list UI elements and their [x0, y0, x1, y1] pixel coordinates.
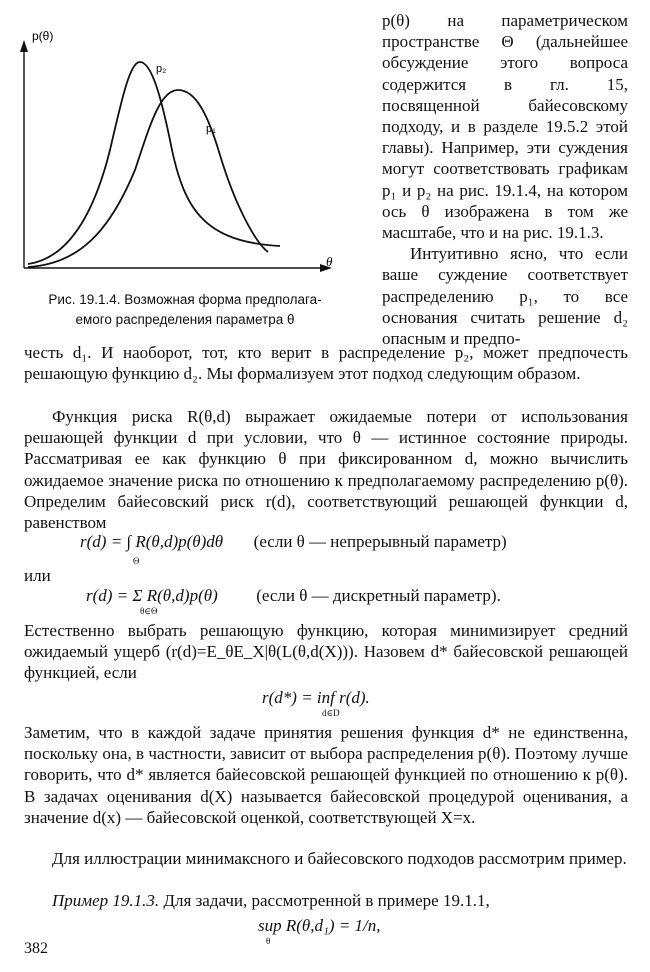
paragraph-illustration	[24, 848, 628, 869]
formula-bayes-definition	[262, 688, 370, 708]
formula-discrete	[86, 586, 501, 606]
right-paragraph-1: p(θ) на параметрическом пространстве Θ (дальнейшее обсуждение этого вопроса содержится в гл. 15, посвященной байесовскому подходу, и в разделе 19.5.2 этой главы). Например, эти суждения могут соответствовать графикам p₁ и p₂ на рис. 19.1.4, на котором ось θ изображена в том же масштабе, что и на рис. 19.1.3.	[382, 11, 628, 243]
paragraph-risk-text: Функция риска R(θ,d) выражает ожидаемые потери от использования решающей функции d при условии, что θ — истинное состояние природы. Рассматривая ее как функцию θ при фиксированном d, можно вычислить ожидаемое значение риска по отношению к предполагаемому распределению p(θ). Определим байесовский риск r(d), соответствующий решающей функции d, равенством	[24, 407, 628, 533]
paragraph-risk	[24, 406, 628, 533]
formula-2-subscript: θ∈Θ	[140, 606, 158, 616]
y-axis-arrow	[20, 40, 28, 52]
curve-p2	[28, 62, 280, 264]
caption-line-2: емого распределения параметра θ	[75, 312, 295, 327]
caption-line-1: Рис. 19.1.4. Возможная форма предполага-	[48, 292, 322, 307]
formula-continuous	[80, 532, 507, 552]
curve-p2-label: p₂	[156, 63, 167, 75]
example-text: Для задачи, рассмотренной в примере 19.1.1,	[163, 891, 490, 910]
distribution-plot	[10, 20, 360, 290]
page-number: 382	[24, 940, 48, 957]
paragraph-continuation	[24, 342, 628, 384]
example-label: Пример 19.1.3.	[52, 891, 160, 910]
formula-4-subscript: θ	[266, 936, 271, 946]
formula-3-expression: r(d*) = inf r(d).	[262, 688, 370, 707]
formula-1-note: (если θ — непрерывный параметр)	[253, 532, 507, 551]
paragraph-choose	[24, 620, 628, 684]
formula-4-expression: sup R(θ,d₁) = 1/n,	[258, 916, 381, 935]
curve-p1	[28, 90, 268, 267]
paragraph-note-text: Заметим, что в каждой задаче принятия решения функция d* не единственна, поскольку она, в частности, зависит от выбора распределения p(θ). Поэтому лучше говорить, что d* является байесовской решающей функцией по отношению к p(θ). В задачах оценивания d(X) называется байесовской процедурой оценивания, а значение d(x) — байесовской оценкой, соответствующей X=x.	[24, 723, 628, 827]
paragraph-illustration-text: Для иллюстрации минимаксного и байесовского подходов рассмотрим пример.	[52, 849, 627, 868]
x-axis-label: θ	[326, 254, 333, 269]
example-heading	[24, 890, 628, 911]
right-column-text	[382, 10, 628, 349]
curve-p1-label: p₁	[206, 123, 216, 135]
paragraph-choose-text: Естественно выбрать решающую функцию, которая минимизирует средний ожидаемый ущерб (r(d)=E_θE_X|θ(L(θ,d(X))). Назовем d* байесовской решающей функцией, если	[24, 621, 628, 683]
formula-1-subscript: Θ	[133, 556, 140, 566]
formula-2-expression: r(d) = Σ R(θ,d)p(θ)	[86, 586, 218, 605]
formula-1-expression: r(d) = ∫ R(θ,d)p(θ)dθ	[80, 532, 224, 551]
formula-sup	[258, 916, 381, 936]
formula-3-subscript: d∈D	[322, 708, 340, 718]
figure-caption	[10, 290, 360, 330]
formula-2-note: (если θ — дискретный параметр).	[256, 586, 501, 605]
right-paragraph-2: Интуитивно ясно, что если ваше суждение соответствует распределению p₁, то все основания считать решение d₂ опасным и предпо-	[382, 244, 628, 349]
paragraph-note	[24, 722, 628, 828]
y-axis-label: p(θ)	[32, 29, 54, 43]
or-word: или	[24, 566, 51, 585]
paragraph-cont-text: честь d₁. И наоборот, тот, кто верит в распределение p₂, может предпочесть решающую функцию d₂. Мы формализуем этот подход следующим образом.	[24, 343, 628, 384]
